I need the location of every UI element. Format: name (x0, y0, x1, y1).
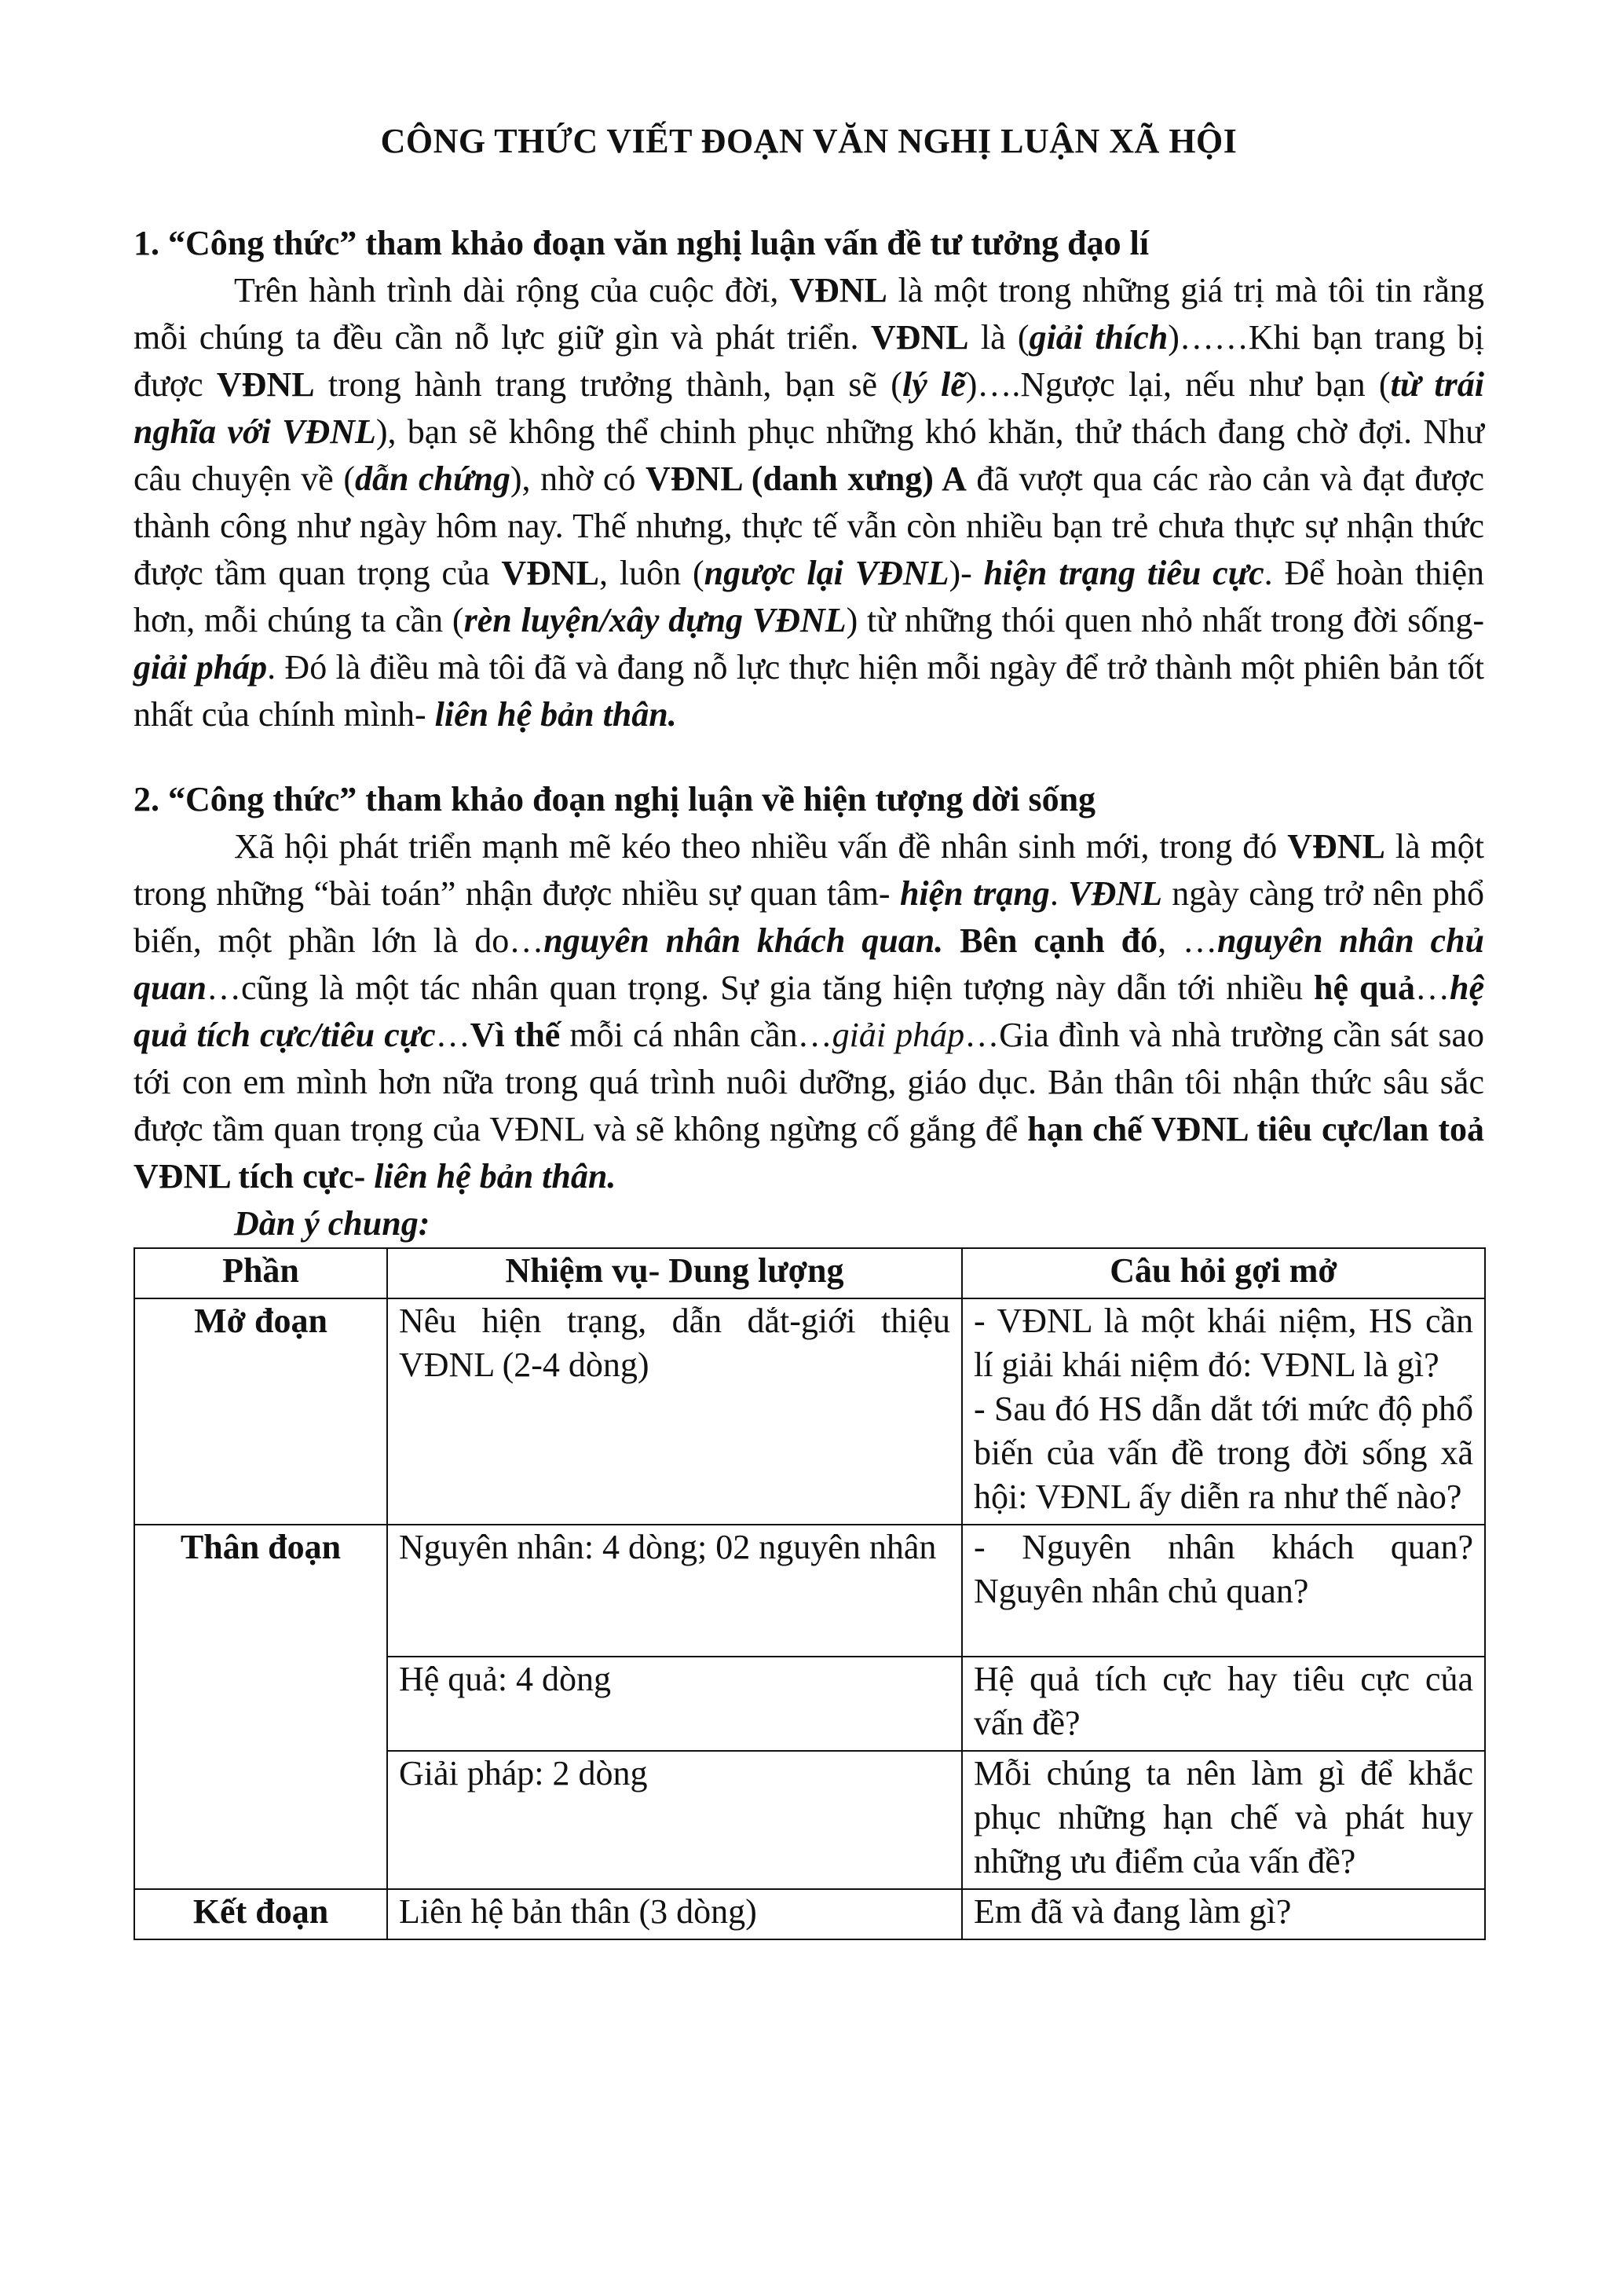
keyword: Vì thế (470, 1016, 561, 1054)
placeholder-hint: rèn luyện/xây dựng VĐNL (463, 601, 847, 639)
part-cell: Mở đoạn (134, 1298, 387, 1525)
section-2-paragraph (134, 823, 1494, 1200)
text-run: )……Khi bạn trang bị được (134, 318, 1494, 404)
text-run (943, 921, 960, 960)
outline-table (134, 1247, 1486, 1940)
keyword: hệ quả (1314, 969, 1415, 1007)
text-run: …Gia đình và nhà trường cần sát sao tới con em mình hơn nữa trong quá trình nuôi dưỡng, giáo dục. Bản thân tôi nhận thức sâu sắc được tầm quan trọng của VĐNL và sẽ không ngừng cố gắng để (134, 1016, 1493, 1148)
placeholder-hint: hiện trạng tiêu cực (983, 554, 1264, 592)
question-cell: Mỗi chúng ta nên làm gì để khắc phục những hạn chế và phát huy những ưu điểm của vấn đề? (962, 1751, 1485, 1889)
placeholder-hint: ngược lại VĐNL (704, 554, 949, 592)
text-run: trong hành trang trưởng thành, bạn sẽ ( (314, 365, 902, 404)
placeholder-hint: hiện trạng (899, 874, 1050, 913)
question-cell: Em đã và đang làm gì? (962, 1889, 1485, 1939)
text-run: ), nhờ có (510, 460, 646, 498)
text-run: Trên hành trình dài rộng của cuộc đời, (234, 271, 790, 309)
placeholder-hint: lý lẽ (902, 365, 966, 404)
task-cell: Hệ quả: 4 dòng (387, 1657, 962, 1751)
text-run: , luôn ( (599, 554, 704, 592)
table-row (134, 1525, 1485, 1657)
document-page (134, 118, 1494, 1940)
keyword: Bên cạnh đó (960, 921, 1158, 960)
task-cell: Liên hệ bản thân (3 dòng) (387, 1889, 962, 1939)
text-run: )- (949, 554, 984, 592)
keyword: VĐNL (216, 365, 315, 404)
keyword: hạn chế VĐNL tiêu cực/lan toả VĐNL tích cực- (134, 1110, 1493, 1196)
text-run: mỗi cá nhân cần… (560, 1016, 832, 1054)
placeholder-hint: giải thích (1029, 318, 1169, 357)
keyword: VĐNL (789, 271, 887, 309)
text-run: )….Ngược lại, nếu như bạn ( (965, 365, 1391, 404)
text-run: ngày càng trở nên phổ biến, một phần lớn là do… (134, 874, 1494, 960)
document-title: CÔNG THỨC VIẾT ĐOẠN VĂN NGHỊ LUẬN XÃ HỘI (380, 122, 1238, 160)
keyword: VĐNL (870, 318, 969, 357)
text-run: ) từ những thói quen nhỏ nhất trong đời sống- (846, 601, 1493, 639)
question-cell: - Nguyên nhân khách quan? Nguyên nhân chủ quan? (962, 1525, 1485, 1657)
task-cell: Giải pháp: 2 dòng (387, 1751, 962, 1889)
section-1-heading: 1. “Công thức” tham khảo đoạn văn nghị luận vấn đề tư tưởng đạo lí (134, 224, 1150, 262)
placeholder-hint: liên hệ bản thân. (374, 1157, 616, 1196)
task-cell: Nguyên nhân: 4 dòng; 02 nguyên nhân (387, 1525, 962, 1657)
table-row (134, 1889, 1485, 1939)
placeholder-hint: nguyên nhân khách quan. (543, 921, 944, 960)
text-run: . (1049, 874, 1069, 913)
section-2-heading: 2. “Công thức” tham khảo đoạn nghị luận về hiện tượng dời sống (134, 780, 1096, 818)
table-row (134, 1298, 1485, 1525)
placeholder-hint: dẫn chứng (354, 460, 510, 498)
column-header: Câu hỏi gợi mở (962, 1248, 1485, 1298)
text-run: đã vượt qua các rào cản và đạt được thành công như ngày hôm nay. Thế nhưng, thực tế vẫn còn nhiều bạn trẻ chưa thực sự nhận thức được tầm quan trọng của (134, 460, 1494, 592)
question-cell: - VĐNL là một khái niệm, HS cần lí giải khái niệm đó: VĐNL là gì? - Sau đó HS dẫn dắt tới mức độ phổ biến của vấn đề trong đời sống xã hội: VĐNL ấy diễn ra như thế nào? (962, 1298, 1485, 1525)
placeholder-hint: liên hệ bản thân. (434, 695, 677, 734)
placeholder-hint: từ trái nghĩa với VĐNL (134, 365, 1493, 451)
table-header-row (134, 1248, 1485, 1298)
keyword: VĐNL (1068, 874, 1162, 913)
text-run: là một trong những “bài toán” nhận được nhiều sự quan tâm- (134, 827, 1493, 913)
question-cell: Hệ quả tích cực hay tiêu cực của vấn đề? (962, 1657, 1485, 1751)
placeholder-hint: nguyên nhân chủ quan (134, 921, 1494, 1007)
text-run: Xã hội phát triển mạnh mẽ kéo theo nhiều vấn đề nhân sinh mới, trong đó (234, 827, 1288, 866)
part-cell: Kết đoạn (134, 1889, 387, 1939)
text-run: … (1415, 969, 1450, 1007)
text-run: là một trong những giá trị mà tôi tin rằng mỗi chúng ta đều cần nỗ lực giữ gìn và phát triển. (134, 271, 1493, 357)
text-run: ), bạn sẽ không thể chinh phục những khó khăn, thử thách đang chờ đợi. Như câu chuyện về ( (134, 412, 1493, 498)
column-header: Nhiệm vụ- Dung lượng (387, 1248, 962, 1298)
section-1-paragraph (134, 267, 1494, 738)
section-gap (134, 738, 1484, 776)
placeholder-hint: giải pháp (134, 648, 268, 687)
keyword: VĐNL (danh xưng) A (645, 460, 967, 498)
column-header: Phần (134, 1248, 387, 1298)
text-run: là ( (968, 318, 1030, 357)
part-cell: Thân đoạn (134, 1525, 387, 1889)
keyword: VĐNL (1287, 827, 1385, 866)
task-cell: Nêu hiện trạng, dẫn dắt-giới thiệu VĐNL (2-4 dòng) (387, 1298, 962, 1525)
text-run: . Để hoàn thiện hơn, mỗi chúng ta cần ( (134, 554, 1493, 639)
placeholder-hint: hệ quả tích cực/tiêu cực (134, 969, 1493, 1054)
text-run: . Đó là điều mà tôi đã và đang nỗ lực thực hiện mỗi ngày để trở thành một phiên bản tốt nhất của chính mình- (134, 648, 1493, 734)
keyword: VĐNL (501, 554, 600, 592)
text-run: … (435, 1016, 470, 1054)
text-run: …cũng là một tác nhân quan trọng. Sự gia tăng hiện tượng này dẫn tới nhiều (206, 969, 1315, 1007)
text-run: , … (1158, 921, 1217, 960)
placeholder-hint: giải pháp (832, 1016, 965, 1054)
outline-label: Dàn ý chung: (234, 1204, 430, 1243)
